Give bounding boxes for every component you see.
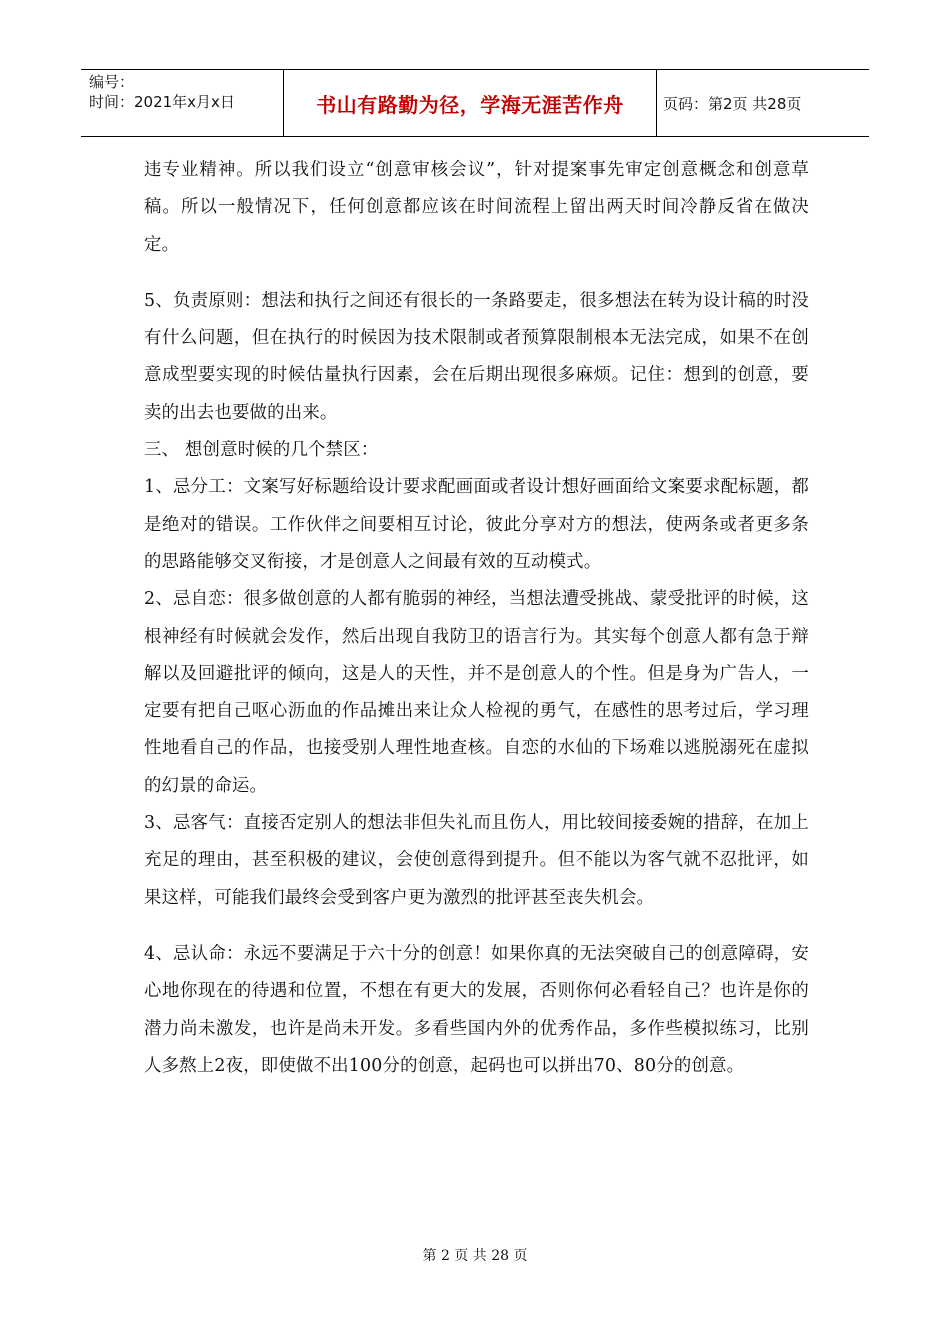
document-number-label: 编号：: [89, 73, 135, 91]
header-motto-cell: [284, 70, 657, 136]
header-page-info: 页码：第2页 共28页: [663, 94, 802, 113]
body-paragraph: 违专业精神。所以我们设立“创意审核会议”，针对提案事先审定创意概念和创意草稿。所以一般情况下，任何创意都应该在时间流程上留出两天时间冷静反省在做决定。: [144, 160, 809, 255]
section-heading: 三、 想创意时候的几个禁区：: [144, 440, 379, 461]
header-page-cell: [657, 70, 869, 136]
header-motto: 书山有路勤为径，学海无涯苦作舟: [316, 92, 624, 117]
page-footer: 第 2 页 共 28 页: [422, 1248, 528, 1264]
body-paragraph: 1、忌分工：文案写好标题给设计要求配画面或者设计想好画面给文案要求配标题，都是绝对的错误。工作伙伴之间要相互讨论，彼此分享对方的想法，使两条或者更多条的思路能够交叉衔接，才是创意人之间最有效的互动模式。: [144, 477, 809, 572]
document-body: [144, 152, 809, 1085]
page-header: [81, 69, 869, 137]
document-date: 时间：2021年x月x日: [89, 93, 235, 111]
body-paragraph: 4、忌认命：永远不要满足于六十分的创意！如果你真的无法突破自己的创意障碍，安心地你现在的待遇和位置，不想在有更大的发展，否则你何必看轻自己？也许是你的潜力尚未激发，也许是尚未开发。多看些国内外的优秀作品，多作些模拟练习，比别人多熬上2夜，即使做不出100分的创意，起码也可以拼出70、80分的创意。: [144, 943, 809, 1076]
body-paragraph: 2、忌自恋：很多做创意的人都有脆弱的神经，当想法遭受挑战、蒙受批评的时候，这根神经有时候就会发作，然后出现自我防卫的语言行为。其实每个创意人都有急于辩解以及回避批评的倾向，这是人的天性，并不是创意人的个性。但是身为广告人，一定要有把自己呕心沥血的作品摊出来让众人检视的勇气，在感性的思考过后，学习理性地看自己的作品，也接受别人理性地查核。自恋的水仙的下场难以逃脱溺死在虚拟的幻景的命运。: [144, 589, 809, 796]
body-paragraph: 5、负责原则：想法和执行之间还有很长的一条路要走，很多想法在转为设计稿的时没有什么问题，但在执行的时候因为技术限制或者预算限制根本无法完成，如果不在创意成型要实现的时候估量执行因素，会在后期出现很多麻烦。记住：想到的创意，要卖的出去也要做的出来。: [144, 290, 809, 423]
body-paragraph: 3、忌客气：直接否定别人的想法非但失礼而且伤人，用比较间接委婉的措辞，在加上充足的理由，甚至积极的建议，会使创意得到提升。但不能以为客气就不忍批评，如果这样，可能我们最终会受到客户更为激烈的批评甚至丧失机会。: [144, 813, 809, 908]
header-meta-cell: [81, 70, 284, 136]
